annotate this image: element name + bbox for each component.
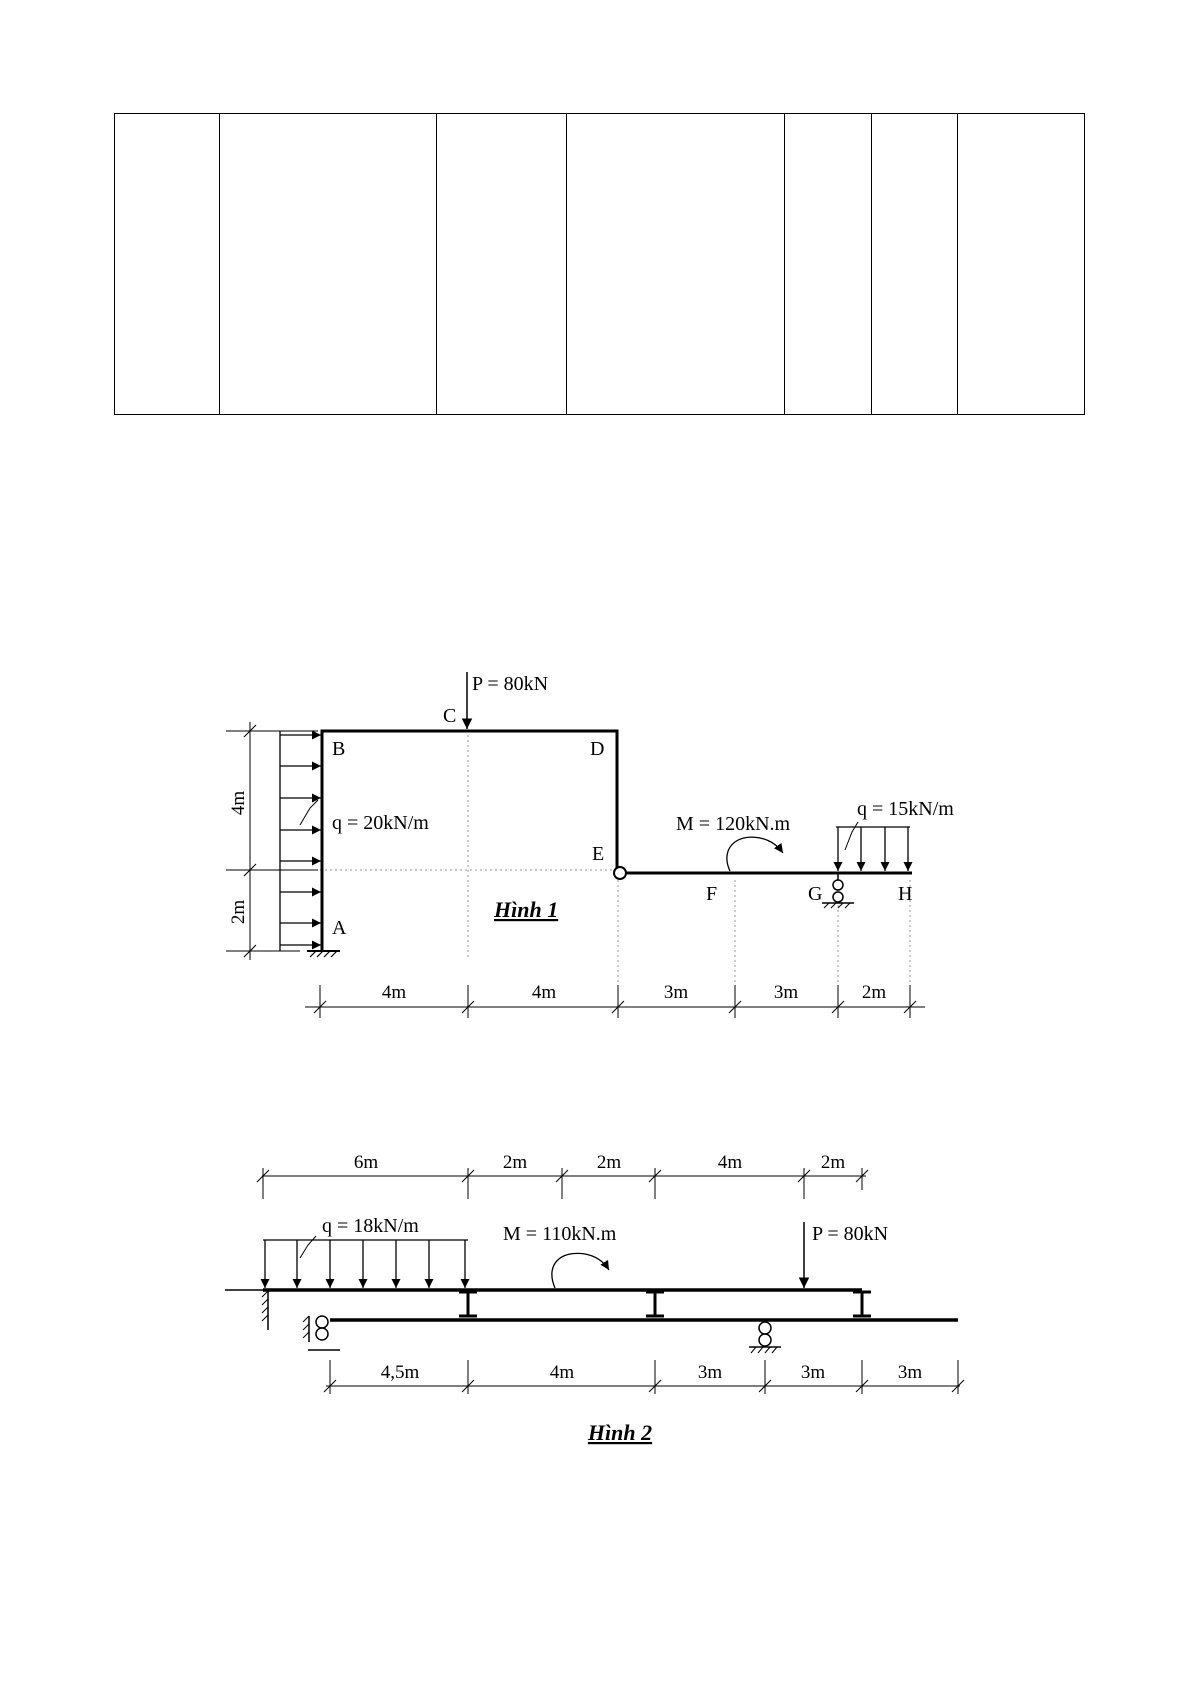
dim-bottom-3m-c: 3m	[897, 1362, 923, 1383]
figure-1	[226, 672, 925, 1018]
figure-2-text	[322, 1152, 922, 1445]
i-section-links	[459, 1292, 871, 1316]
dim-h-3m-a: 3m	[663, 982, 689, 1003]
dim-bottom-3m-a: 3m	[697, 1362, 723, 1383]
dim-v-2m: 2m	[228, 899, 249, 925]
figure-1-text	[228, 673, 954, 1003]
dim-top-4m: 4m	[717, 1152, 743, 1173]
bottom-dimensions	[324, 1360, 964, 1394]
node-c-label: C	[443, 705, 457, 727]
dim-h-2m: 2m	[861, 982, 887, 1003]
node-e-label: E	[592, 843, 605, 865]
node-g-label: G	[808, 883, 823, 905]
figure-2-caption: Hình 2	[587, 1420, 653, 1445]
distributed-load-q-left	[280, 731, 321, 951]
load-p-label: P = 80kN	[472, 673, 549, 695]
load-q-right-label: q = 15kN/m	[857, 798, 954, 820]
distributed-load-q-right	[836, 822, 910, 871]
node-h-label: H	[898, 883, 913, 905]
left-wall	[225, 1290, 268, 1330]
figure-1-caption: Hình 1	[494, 897, 559, 922]
dim-h-4m-b: 4m	[531, 982, 557, 1003]
moment-arc	[552, 1253, 609, 1288]
dim-top-2m-b: 2m	[596, 1152, 622, 1173]
moment-arc-f	[727, 837, 783, 871]
dim-h-3m-b: 3m	[773, 982, 799, 1003]
dim-bottom-4-5m: 4,5m	[380, 1362, 420, 1383]
dim-v-4m: 4m	[228, 790, 249, 816]
dim-bottom-3m-b: 3m	[800, 1362, 826, 1383]
frame	[322, 731, 617, 950]
node-a-label: A	[332, 917, 347, 939]
load-q-label: q = 18kN/m	[322, 1215, 419, 1237]
figure-2	[225, 1168, 964, 1394]
dim-top-2m-c: 2m	[820, 1152, 846, 1173]
moment-label: M = 120kN.m	[676, 813, 791, 835]
hinge-e	[614, 867, 626, 879]
node-d-label: D	[590, 738, 605, 760]
fixed-support-a	[307, 951, 340, 957]
roller-support-middle	[749, 1322, 781, 1353]
dim-bottom-4m: 4m	[549, 1362, 575, 1383]
load-q-left-label: q = 20kN/m	[332, 812, 429, 834]
node-b-label: B	[332, 738, 346, 760]
node-f-label: F	[706, 883, 718, 905]
moment-label: M = 110kN.m	[503, 1223, 617, 1245]
dim-h-4m-a: 4m	[381, 982, 407, 1003]
load-p-label: P = 80kN	[812, 1223, 889, 1245]
dim-top-6m: 6m	[353, 1152, 379, 1173]
construction-lines	[320, 730, 913, 1005]
distributed-load-q	[263, 1236, 468, 1288]
dim-top-2m-a: 2m	[502, 1152, 528, 1173]
top-dimensions	[257, 1168, 868, 1199]
